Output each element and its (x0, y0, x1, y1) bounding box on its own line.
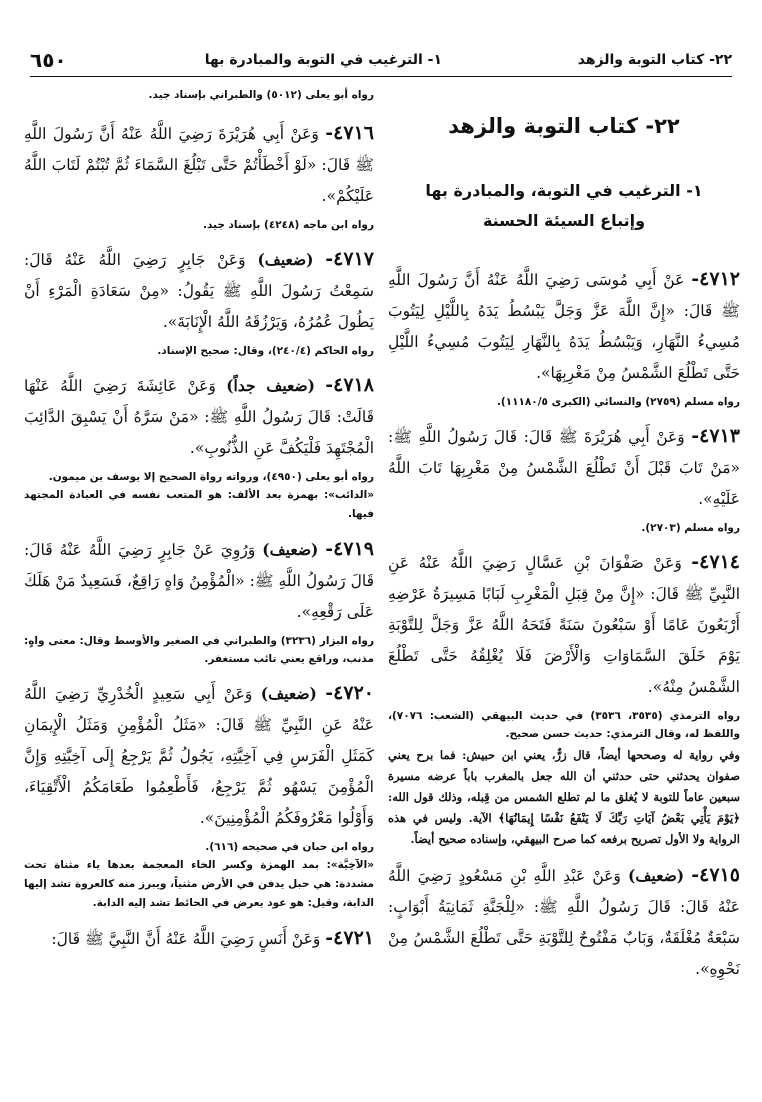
hadith-number: ٤٧١٩- (325, 538, 374, 560)
hadith-number: ٤٧١٤- (691, 551, 740, 573)
hadith-4715 (388, 860, 740, 985)
chapter-title-line1: ١- الترغيب في التوبة، والمبادرة بها (425, 181, 703, 200)
hadith-4717 (24, 244, 374, 360)
hadith-text: وَعَنْ عَائِشَةَ رَضِيَ اللَّهُ عَنْهَا قَالَتْ: قَالَ رَسُولُ اللَّهِ ﷺ: «مَنْ سَرَّهُ أَنْ يَسْبِقَ الدَّائِبَ الْمُجْتَهِدَ فَلْيَكُفَّ عَنِ الذُّنُوبِ». (24, 377, 374, 457)
hadith-text: وَعَنْ أَبِي هُرَيْرَةَ رَضِيَ اللَّهُ عَنْهُ أَنَّ رَسُولَ اللَّهِ ﷺ قَالَ: «لَوْ أَخْطَأْتُمْ حَتَّى تَبْلُغَ السَّمَاءَ ثُمَّ تُبْتُمْ لَتَابَ اللَّهُ عَلَيْكُمْ». (24, 125, 374, 205)
hadith-commentary: وفي رواية له وصححها أيضاً، قال زرٌّ، يعني ابن حبيش: فما برح يعني صفوان يحدثني حتى حدثني أن الله جعل بالمغرب باباً عرضه مسيرة سبعين عاماً للتوبة لا يُغلق ما لم تطلع الشمس من قِبله، وذلك قول الله: ﴿يَوْمَ يَأْتِي بَعْضُ آيَاتِ رَبِّكَ لَا يَنْفَعُ نَفْسًا إِيمَانُهَا﴾ الآية. وليس في هذه الرواية ولا الأول تصريح برفعه كما صرح البيهقي، وإسناده صحيح أيضاً. (388, 748, 740, 846)
right-column (388, 86, 740, 1092)
hadith-number: ٤٧١٥- (691, 864, 740, 886)
hadith-grade: (ضعيف) (262, 540, 319, 559)
hadith-gloss: «الدائب»: بهمزة بعد الألف: هو المتعب نفسه في العبادة المجتهد فيها. (24, 489, 374, 520)
hadith-4714 (388, 547, 740, 850)
previous-hadith-source: رواه أبو يعلى (٥٠١٢) والطبراني بإسناد جيد. (148, 89, 374, 101)
hadith-4718 (24, 370, 374, 524)
hadith-source: رواه مسلم (٢٧٥٩) والنسائي (الكبرى ١١١٨٠/٥). (496, 396, 740, 408)
hadith-source: رواه الترمذي (٣٥٣٥، ٣٥٣٦) في حديث البيهقي (الشعب: ٧٠٧٦)، واللفظ له، وقال الترمذي: حديث حسن صحيح. (388, 710, 740, 740)
hadith-source: رواه البزار (٣٢٣٦) والطبراني في الصغير والأوسط وقال: معنى واهٍ: مذنب، وراقع يعني تائب مستغفر. (24, 635, 374, 665)
hadith-4719 (24, 534, 374, 668)
hadith-text: وَعَنْ أَنَسٍ رَضِيَ اللَّهُ عَنْهُ أَنَّ النَّبِيَّ ﷺ قَالَ: (51, 930, 321, 948)
hadith-grade: (ضعيف) (260, 684, 317, 703)
hadith-text: وَعَنْ أَبِي سَعِيدٍ الْخُدْرِيِّ رَضِيَ اللَّهُ عَنْهُ عَنِ النَّبِيِّ ﷺ قَالَ: «مَثَلُ الْمُؤْمِنِ وَمَثَلُ الْإِيمَانِ كَمَثَلِ الْفَرَسِ فِي آخِيَّتِهِ، يَجُولُ ثُمَّ يَرْجِعُ إِلَى آخِيَّتِهِ وَإِنَّ الْمُؤْمِنَ يَسْهُو ثُمَّ يَرْجِعُ، فَأَطْعِمُوا طَعَامَكُمُ الْأَتْقِيَاءَ، وَأَوْلُوا مَعْرُوفَكُمُ الْمُؤْمِنِينَ». (24, 685, 374, 827)
book-title: ٢٢- كتاب التوبة والزهد (448, 114, 680, 138)
left-column (24, 86, 374, 1092)
hadith-number: ٤٧١٧- (325, 248, 374, 270)
hadith-4720 (24, 678, 374, 913)
hadith-text: وَعَنْ عَبْدِ اللَّهِ بْنِ مَسْعُودٍ رَضِيَ اللَّهُ عَنْهُ قَالَ: قَالَ رَسُولُ اللَّهِ ﷺ: «لِلْجَنَّةِ ثَمَانِيَةُ أَبْوَابٍ: سَبْعَةٌ مُغْلَقَةٌ، وَبَابٌ مَفْتُوحٌ لِلتَّوْبَةِ حَتَّى تَطْلُعَ الشَّمْسُ مِنْ نَحْوِهِ». (388, 867, 740, 978)
chapter-title (388, 176, 740, 236)
hadith-grade: (ضعيف) (257, 250, 314, 269)
hadith-number: ٤٧١٦- (325, 122, 374, 144)
hadith-gloss: «الآخِيَّة»: بمد الهمزة وكسر الخاء المعجمة بعدها ياء مثناة تحت مشددة: هي حبل يدفن في الأرض مثنياً، ويبرز منه كالعروة تشد إليها الدابة، وقيل: هو عود يعرض في الحائط تشد إليه الدابة. (24, 859, 374, 909)
hadith-text: وَعَنْ أَبِي هُرَيْرَةَ ﷺ قَالَ: قَالَ رَسُولُ اللَّهِ ﷺ: «مَنْ تَابَ قَبْلَ أَنْ تَطْلُعَ الشَّمْسُ مِنْ مَغْرِبِهَا تَابَ اللَّهُ عَلَيْهِ». (388, 428, 740, 508)
hadith-number: ٤٧٢٠- (325, 682, 374, 704)
hadith-4713 (388, 421, 740, 537)
chapter-title-line2: وإتباع السيئة الحسنة (482, 211, 646, 230)
hadith-source: رواه مسلم (٢٧٠٣). (641, 522, 740, 534)
hadith-source: رواه ابن ماجه (٤٢٤٨) بإسناد جيد. (202, 219, 374, 231)
hadith-source: رواه أبو يعلى (٤٩٥٠)، ورواته رواة الصحيح إلا يوسف بن ميمون. (48, 471, 374, 483)
hadith-source: رواه الحاكم (٢٤٠/٤)، وقال: صحيح الإسناد. (157, 345, 374, 357)
hadith-number: ٤٧٢١- (325, 927, 374, 949)
page-number: ٦٥٠ (30, 48, 67, 72)
page-header (30, 46, 732, 77)
hadith-grade: (ضعيف) (628, 866, 685, 885)
hadith-4716 (24, 118, 374, 234)
running-title: ٢٢- كتاب التوبة والزهد (577, 52, 732, 68)
hadith-grade: (ضعيف جداً) (226, 376, 315, 395)
hadith-text: عَنْ أَبِي مُوسَى رَضِيَ اللَّهُ عَنْهُ أَنَّ رَسُولَ اللَّهِ ﷺ قَالَ: «إِنَّ اللَّهَ عَزَّ وَجَلَّ يَبْسُطُ يَدَهُ بِاللَّيْلِ لِيَتُوبَ مُسِيءُ النَّهَارِ، وَيَبْسُطُ يَدَهُ بِالنَّهَارِ لِيَتُوبَ مُسِيءُ اللَّيْلِ حَتَّى تَطْلُعَ الشَّمْسُ مِنْ مَغْرِبِهَا». (388, 271, 740, 382)
hadith-text: وَعَنْ جَابِرٍ رَضِيَ اللَّهُ عَنْهُ قَالَ: سَمِعْتُ رَسُولَ اللَّهِ ﷺ يَقُولُ: «مِنْ سَعَادَةِ الْمَرْءِ أَنْ يَطُولَ عُمُرُهُ، وَيَرْزُقَهُ اللَّهُ الْإِنَابَةَ». (24, 251, 374, 331)
hadith-number: ٤٧١٨- (325, 374, 374, 396)
hadith-number: ٤٧١٣- (691, 425, 740, 447)
hadith-4712 (388, 264, 740, 411)
hadith-text: وَعَنْ صَفْوَانَ بْنِ عَسَّالٍ رَضِيَ اللَّهُ عَنْهُ عَنِ النَّبِيِّ ﷺ قَالَ: «إِنَّ مِنْ قِبَلِ الْمَغْرِبِ لَبَابًا مَسِيرَةُ عَرْضِهِ أَرْبَعُونَ عَامًا أَوْ سَبْعُونَ سَنَةً فَتَحَهُ اللَّهُ عَزَّ وَجَلَّ لِلتَّوْبَةِ يَوْمَ خَلَقَ السَّمَاوَاتِ وَالْأَرْضَ فَلَا يُغْلِقُهُ حَتَّى تَطْلُعَ الشَّمْسُ مِنْهُ». (388, 554, 740, 696)
hadith-text: وَرُوِيَ عَنْ جَابِرٍ رَضِيَ اللَّهُ عَنْهُ قَالَ: قَالَ رَسُولُ اللَّهِ ﷺ: «الْمُؤْمِنُ وَاهٍ رَاقِعٌ، فَسَعِيدٌ مَنْ هَلَكَ عَلَى رَقْعِهِ». (24, 541, 374, 621)
hadith-source: رواه ابن حبان في صحيحه (٦١٦). (205, 841, 374, 853)
section-title: ١- الترغيب في التوبة والمبادرة بها (204, 52, 442, 68)
hadith-number: ٤٧١٢- (691, 268, 740, 290)
hadith-4721 (24, 923, 374, 955)
